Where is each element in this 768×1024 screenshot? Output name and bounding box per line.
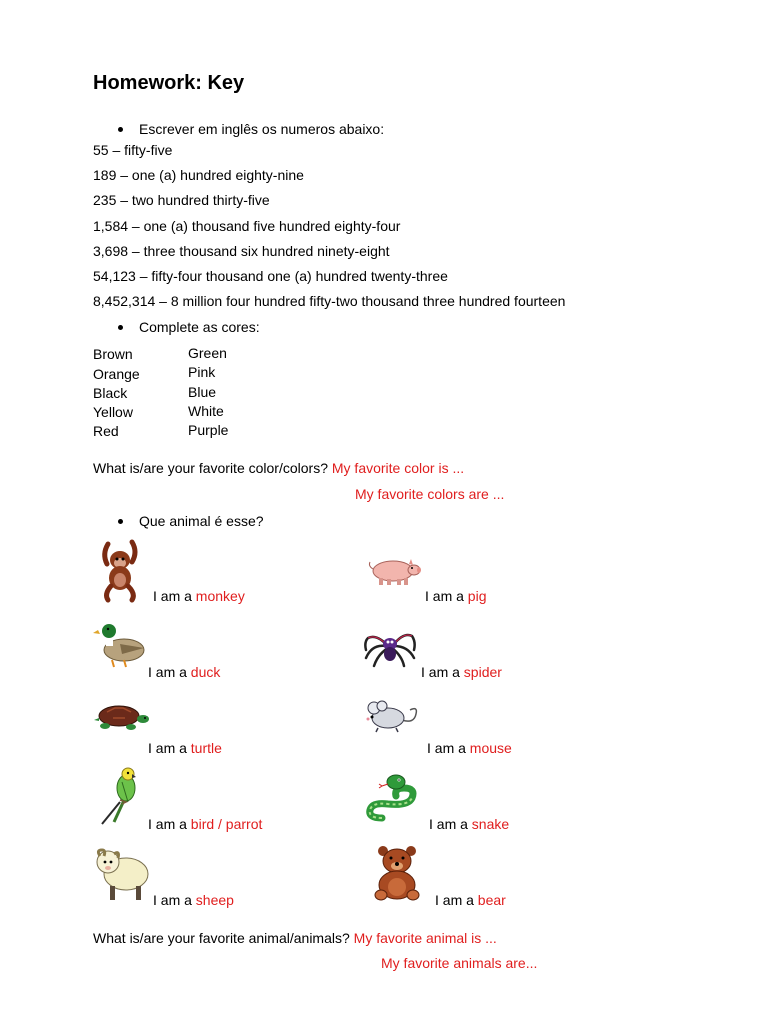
mouse-icon [366, 700, 422, 736]
monkey-icon [98, 540, 143, 602]
animal-answer: snake [471, 816, 510, 832]
page-title: Homework: Key [93, 72, 245, 94]
animal-answer: bird / parrot [190, 816, 263, 832]
number-line: 54,123 – fifty-four thousand one (a) hundred twenty-three [93, 268, 448, 284]
animal-answer: bear [477, 892, 506, 908]
animal-caption [429, 816, 509, 832]
number-line: 189 – one (a) hundred eighty-nine [93, 167, 304, 183]
pig-icon [365, 556, 421, 586]
caption-prefix: I am a [148, 664, 187, 680]
caption-prefix: I am a [429, 816, 468, 832]
color-word: Blue [188, 384, 217, 400]
bullet-dot [118, 519, 123, 524]
color-word: Yellow [93, 404, 133, 420]
color-word: White [188, 403, 224, 419]
caption-prefix: I am a [153, 892, 192, 908]
bullet-dot [118, 325, 123, 330]
animal-caption [153, 588, 245, 604]
animal-caption [427, 740, 512, 756]
animal-answer: mouse [469, 740, 512, 756]
turtle-icon [93, 702, 149, 732]
animal-caption [425, 588, 486, 604]
animal-caption [153, 892, 234, 908]
instruction-colors: Complete as cores: [139, 319, 260, 335]
snake-icon [364, 774, 420, 822]
number-line: 1,584 – one (a) thousand five hundred eighty-four [93, 218, 401, 234]
caption-prefix: I am a [421, 664, 460, 680]
spider-icon [362, 624, 418, 668]
animal-answer: spider [463, 664, 502, 680]
animal-answer: monkey [195, 588, 245, 604]
duck-icon [92, 622, 148, 668]
number-line: 235 – two hundred thirty-five [93, 192, 270, 208]
caption-prefix: I am a [148, 740, 187, 756]
caption-prefix: I am a [153, 588, 192, 604]
favorite-color-answer: My favorite color is ... [331, 460, 465, 476]
favorite-animals-answer: My favorite animals are... [381, 955, 538, 971]
animal-caption [421, 664, 502, 680]
color-word: Red [93, 423, 119, 439]
number-line: 3,698 – three thousand six hundred ninety-eight [93, 243, 390, 259]
color-word: Black [93, 385, 128, 401]
bullet-dot [118, 127, 123, 132]
animal-answer: duck [190, 664, 221, 680]
animal-caption [148, 816, 262, 832]
sheep-icon [92, 846, 150, 902]
instruction-animals: Que animal é esse? [139, 513, 264, 529]
caption-prefix: I am a [148, 816, 187, 832]
animal-caption [148, 740, 222, 756]
animal-caption [148, 664, 220, 680]
favorite-color-question: What is/are your favorite color/colors? [93, 460, 328, 476]
favorite-animal-question: What is/are your favorite animal/animals? [93, 930, 350, 946]
animal-answer: sheep [195, 892, 234, 908]
favorite-colors-answer: My favorite colors are ... [355, 486, 505, 502]
number-line: 8,452,314 – 8 million four hundred fifty-two thousand three hundred fourteen [93, 293, 566, 309]
animal-caption [435, 892, 506, 908]
caption-prefix: I am a [425, 588, 464, 604]
animal-answer: pig [467, 588, 487, 604]
caption-prefix: I am a [427, 740, 466, 756]
color-word: Orange [93, 366, 140, 382]
favorite-animal-line [93, 930, 497, 946]
color-word: Purple [188, 422, 229, 438]
color-word: Green [188, 345, 227, 361]
number-line: 55 – fifty-five [93, 142, 173, 158]
instruction-numbers: Escrever em inglês os numeros abaixo: [139, 121, 385, 137]
favorite-color-line [93, 460, 464, 476]
favorite-animal-answer: My favorite animal is ... [353, 930, 497, 946]
color-word: Brown [93, 346, 133, 362]
parrot-icon [100, 766, 140, 826]
color-word: Pink [188, 364, 216, 380]
caption-prefix: I am a [435, 892, 474, 908]
bear-icon [371, 845, 423, 901]
animal-answer: turtle [190, 740, 222, 756]
